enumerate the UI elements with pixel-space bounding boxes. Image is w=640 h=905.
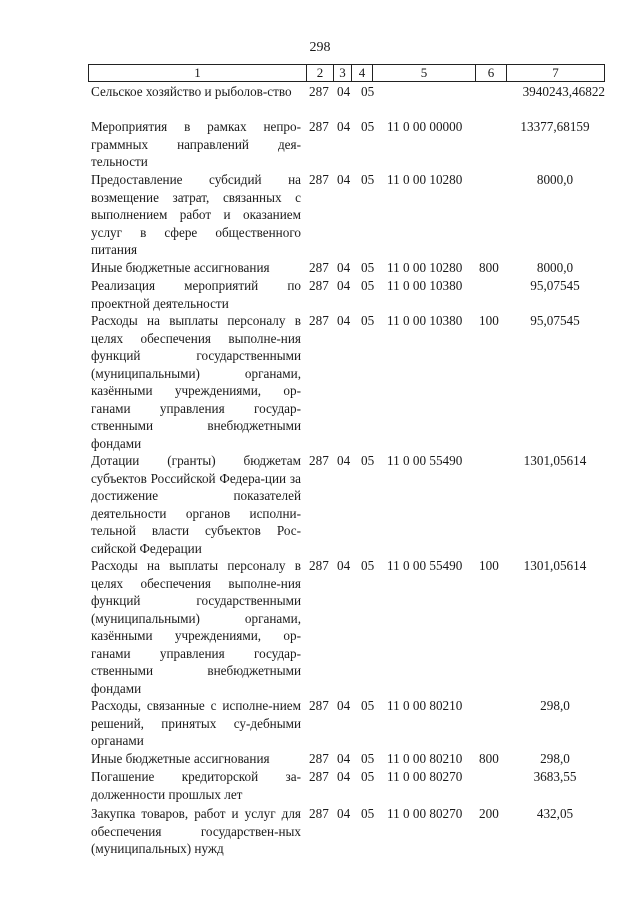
row-description: Дотации (гранты) бюджетам субъектов Российской Федера-ции за достижение показателей деятельности органов исполни-тельной власти субъектов Рос-сийской Федерации <box>91 453 301 556</box>
table-row <box>0 452 640 557</box>
row-amount: 13377,68159 <box>520 119 590 134</box>
row-description: Расходы на выплаты персоналу в целях обеспечения выполне-ния функций государственными (муниципальными) органами, казёнными учреждениями, ор-ганами управления государ-ственными внебюджетными фондами <box>91 313 301 451</box>
row-description: Сельское хозяйство и рыболов-ство <box>91 84 292 99</box>
row-code-3: 04 <box>337 769 351 784</box>
row-code-5: 11 0 00 80210 <box>387 698 463 713</box>
header-col-7: 7 <box>506 65 604 81</box>
table-row <box>0 277 640 312</box>
row-amount: 3940243,46822 <box>522 84 605 99</box>
row-code-3: 04 <box>337 806 351 821</box>
row-code-5: 11 0 00 80270 <box>387 806 463 821</box>
row-code-6: 200 <box>479 806 499 821</box>
row-code-2: 287 <box>309 698 329 713</box>
row-code-4: 05 <box>361 698 375 713</box>
row-code-4: 05 <box>361 119 375 134</box>
page-number: 298 <box>309 40 331 55</box>
row-code-2: 287 <box>309 278 329 293</box>
row-amount: 432,05 <box>536 806 574 821</box>
row-code-4: 05 <box>361 806 375 821</box>
row-code-4: 05 <box>361 453 375 468</box>
row-code-5: 11 0 00 00000 <box>387 119 463 134</box>
row-code-5: 11 0 00 10380 <box>387 278 463 293</box>
table-header <box>88 64 605 82</box>
row-amount: 298,0 <box>540 751 570 766</box>
row-amount: 298,0 <box>540 698 570 713</box>
row-code-4: 05 <box>361 84 375 99</box>
row-code-5: 11 0 00 10280 <box>387 172 463 187</box>
row-description: Закупка товаров, работ и услуг для обеспечения государствен-ных (муниципальных) нужд <box>91 806 301 856</box>
row-code-4: 05 <box>361 313 375 328</box>
row-code-4: 05 <box>361 278 375 293</box>
row-code-4: 05 <box>361 558 375 573</box>
row-description: Расходы на выплаты персоналу в целях обеспечения выполне-ния функций государственными (муниципальными) органами, казёнными учреждениями, ор-ганами управления государ-ственными внебюджетными фондами <box>91 558 301 696</box>
row-description: Погашение кредиторской за-долженности прошлых лет <box>91 769 301 802</box>
row-code-3: 04 <box>337 119 351 134</box>
row-code-4: 05 <box>361 172 375 187</box>
row-code-3: 04 <box>337 751 351 766</box>
table-row <box>0 697 640 750</box>
row-code-3: 04 <box>337 313 351 328</box>
row-code-5: 11 0 00 55490 <box>387 453 463 468</box>
header-col-6: 6 <box>475 65 506 81</box>
table-row <box>0 259 640 277</box>
row-code-5: 11 0 00 10380 <box>387 313 463 328</box>
row-code-6: 100 <box>479 313 499 328</box>
table-row <box>0 171 640 259</box>
row-code-5: 11 0 00 80210 <box>387 751 463 766</box>
table-row <box>0 118 640 171</box>
row-description: Реализация мероприятий по проектной деятельности <box>91 278 301 311</box>
table-row <box>0 557 640 697</box>
row-code-2: 287 <box>309 558 329 573</box>
row-code-2: 287 <box>309 453 329 468</box>
row-code-2: 287 <box>309 172 329 187</box>
row-description: Предоставление субсидий на возмещение затрат, связанных с выполнением работ и оказанием услуг в сфере общественного питания <box>91 172 301 257</box>
row-code-2: 287 <box>309 84 329 99</box>
row-code-2: 287 <box>309 260 329 275</box>
row-code-3: 04 <box>337 84 351 99</box>
row-description: Мероприятия в рамках непро-граммных направлений дея-тельности <box>91 119 301 169</box>
row-code-5: 11 0 00 80270 <box>387 769 463 784</box>
header-col-2: 2 <box>306 65 333 81</box>
row-code-4: 05 <box>361 769 375 784</box>
row-code-2: 287 <box>309 119 329 134</box>
row-amount: 95,07545 <box>530 278 580 293</box>
row-code-6: 100 <box>479 558 499 573</box>
row-code-2: 287 <box>309 769 329 784</box>
row-code-3: 04 <box>337 172 351 187</box>
row-amount: 1301,05614 <box>523 558 587 573</box>
header-col-1: 1 <box>194 65 201 80</box>
row-code-2: 287 <box>309 313 329 328</box>
row-code-4: 05 <box>361 751 375 766</box>
row-code-3: 04 <box>337 453 351 468</box>
row-code-3: 04 <box>337 260 351 275</box>
row-code-2: 287 <box>309 751 329 766</box>
row-amount: 8000,0 <box>536 260 574 275</box>
table-row <box>0 312 640 452</box>
table-row <box>0 805 640 858</box>
table-body <box>0 83 640 858</box>
row-code-3: 04 <box>337 278 351 293</box>
row-code-3: 04 <box>337 558 351 573</box>
row-code-6: 800 <box>479 260 499 275</box>
row-code-2: 287 <box>309 806 329 821</box>
row-amount: 1301,05614 <box>523 453 587 468</box>
row-code-4: 05 <box>361 260 375 275</box>
header-col-4: 4 <box>351 65 372 81</box>
row-description: Иные бюджетные ассигнования <box>91 260 270 275</box>
header-col-3: 3 <box>333 65 351 81</box>
row-amount: 95,07545 <box>530 313 580 328</box>
table-row <box>0 750 640 768</box>
row-code-3: 04 <box>337 698 351 713</box>
row-description: Иные бюджетные ассигнования <box>91 751 270 766</box>
table-row <box>0 83 640 118</box>
row-code-6: 800 <box>479 751 499 766</box>
row-code-5: 11 0 00 55490 <box>387 558 463 573</box>
row-amount: 8000,0 <box>536 172 574 187</box>
table-row <box>0 768 640 805</box>
row-amount: 3683,55 <box>533 769 577 784</box>
row-code-5: 11 0 00 10280 <box>387 260 463 275</box>
row-description: Расходы, связанные с исполне-нием решений, принятых су-дебными органами <box>91 698 301 748</box>
header-col-5: 5 <box>372 65 475 81</box>
